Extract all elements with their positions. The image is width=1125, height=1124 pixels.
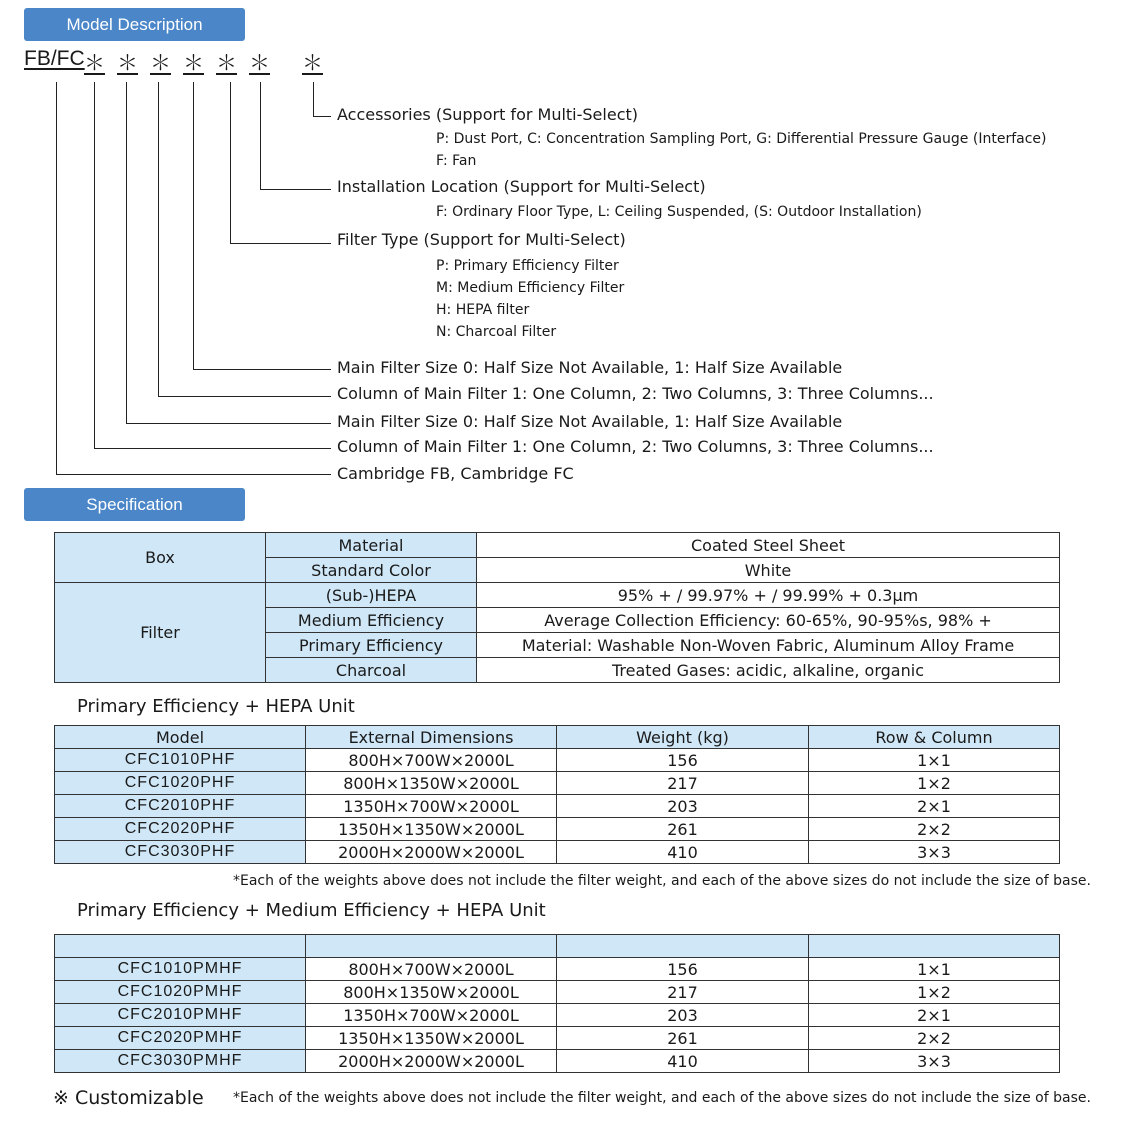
dimensions-cell: 800H×700W×2000L xyxy=(306,958,557,981)
weight-cell: 203 xyxy=(557,1004,809,1027)
desc-filter-type: Filter Type (Support for Multi-Select) xyxy=(337,230,626,249)
bracket-filter-type-h xyxy=(230,243,331,244)
specification-header: Specification xyxy=(24,488,245,521)
bracket-accessories xyxy=(313,82,314,116)
rowcol-cell: 1×2 xyxy=(809,772,1060,795)
specification-table xyxy=(54,532,1060,683)
desc-column-2: Column of Main Filter 1: One Column, 2: Two Columns, 3: Three Columns... xyxy=(337,384,934,403)
spec-item: Material xyxy=(266,533,477,558)
unit2-title: Primary Efficiency + Medium Efficiency + HEPA Unit xyxy=(77,900,546,921)
weight-cell: 203 xyxy=(557,795,809,818)
rowcol-cell: 2×2 xyxy=(809,1027,1060,1050)
unit2-header-rowcol xyxy=(809,935,1060,958)
bracket-column-2 xyxy=(158,82,159,396)
dimensions-cell: 2000H×2000W×2000L xyxy=(306,1050,557,1073)
spec-value: Coated Steel Sheet xyxy=(477,533,1060,558)
table-row xyxy=(55,1050,1060,1073)
weight-cell: 217 xyxy=(557,981,809,1004)
rowcol-cell: 2×1 xyxy=(809,1004,1060,1027)
bracket-accessories-h xyxy=(313,116,331,117)
spec-item: Charcoal xyxy=(266,658,477,683)
bracket-size-2-h xyxy=(193,369,331,370)
rowcol-cell: 3×3 xyxy=(809,1050,1060,1073)
bracket-filter-type xyxy=(230,82,231,243)
unit2-note: *Each of the weights above does not include the filter weight, and each of the above sizes do not include the size of base. xyxy=(233,1090,1091,1106)
rowcol-cell: 3×3 xyxy=(809,841,1060,864)
dimensions-cell: 1350H×700W×2000L xyxy=(306,795,557,818)
desc-accessories: Accessories (Support for Multi-Select) xyxy=(337,105,638,124)
weight-cell: 156 xyxy=(557,749,809,772)
model-cell: CFC3030PMHF xyxy=(55,1050,306,1073)
bracket-column-1-h xyxy=(94,448,331,449)
dimensions-cell: 1350H×1350W×2000L xyxy=(306,1027,557,1050)
dimensions-cell: 800H×1350W×2000L xyxy=(306,981,557,1004)
table-row xyxy=(55,772,1060,795)
spec-item: Medium Efficiency xyxy=(266,608,477,633)
unit2-header-model xyxy=(55,935,306,958)
model-cell: CFC1010PMHF xyxy=(55,958,306,981)
spec-item: Primary Efficiency xyxy=(266,633,477,658)
unit1-header-weight: Weight (kg) xyxy=(557,726,809,749)
desc-main-filter-size-1: Main Filter Size 0: Half Size Not Available, 1: Half Size Available xyxy=(337,412,843,431)
bracket-column-2-h xyxy=(158,396,331,397)
weight-cell: 410 xyxy=(557,1050,809,1073)
table-row xyxy=(55,981,1060,1004)
spec-value: White xyxy=(477,558,1060,583)
model-cell: CFC2020PMHF xyxy=(55,1027,306,1050)
model-cell: CFC2020PHF xyxy=(55,818,306,841)
model-description-header: Model Description xyxy=(24,8,245,41)
desc-type: Cambridge FB, Cambridge FC xyxy=(337,464,574,483)
rowcol-cell: 1×1 xyxy=(809,958,1060,981)
weight-cell: 410 xyxy=(557,841,809,864)
sub-installation-1: F: Ordinary Floor Type, L: Ceiling Suspended, (S: Outdoor Installation) xyxy=(436,204,922,220)
desc-installation: Installation Location (Support for Multi-Select) xyxy=(337,177,706,196)
unit2-header-dimensions xyxy=(306,935,557,958)
dimensions-cell: 800H×700W×2000L xyxy=(306,749,557,772)
unit1-header-model: Model xyxy=(55,726,306,749)
weight-cell: 217 xyxy=(557,772,809,795)
bracket-column-1 xyxy=(94,82,95,448)
dimensions-cell: 2000H×2000W×2000L xyxy=(306,841,557,864)
code-star-3: ＊ xyxy=(150,51,171,75)
bracket-installation xyxy=(260,82,261,189)
dimensions-cell: 1350H×700W×2000L xyxy=(306,1004,557,1027)
rowcol-cell: 2×2 xyxy=(809,818,1060,841)
code-star-5: ＊ xyxy=(216,51,237,75)
unit2-header-weight xyxy=(557,935,809,958)
model-code-prefix: FB/FC xyxy=(24,47,85,70)
code-star-1: ＊ xyxy=(84,51,105,75)
unit1-table xyxy=(54,725,1060,864)
table-row xyxy=(55,841,1060,864)
spec-value: 95% + / 99.97% + / 99.99% + 0.3μm xyxy=(477,583,1060,608)
spec-item: Standard Color xyxy=(266,558,477,583)
model-cell: CFC2010PHF xyxy=(55,795,306,818)
desc-main-filter-size-2: Main Filter Size 0: Half Size Not Available, 1: Half Size Available xyxy=(337,358,843,377)
unit1-title: Primary Efficiency + HEPA Unit xyxy=(77,696,355,717)
bracket-size-1-h xyxy=(126,423,331,424)
spec-item: (Sub-)HEPA xyxy=(266,583,477,608)
model-cell: CFC1020PMHF xyxy=(55,981,306,1004)
desc-column-1: Column of Main Filter 1: One Column, 2: Two Columns, 3: Three Columns... xyxy=(337,437,934,456)
code-star-6: ＊ xyxy=(249,51,270,75)
sub-filter-2: M: Medium Efficiency Filter xyxy=(436,280,625,296)
bracket-installation-h xyxy=(260,189,331,190)
unit1-note: *Each of the weights above does not include the filter weight, and each of the above sizes do not include the size of base. xyxy=(233,873,1091,889)
weight-cell: 261 xyxy=(557,818,809,841)
rowcol-cell: 2×1 xyxy=(809,795,1060,818)
spec-group-box: Box xyxy=(55,533,266,583)
bracket-size-1 xyxy=(126,82,127,423)
model-cell: CFC3030PHF xyxy=(55,841,306,864)
rowcol-cell: 1×2 xyxy=(809,981,1060,1004)
spec-value: Material: Washable Non-Woven Fabric, Aluminum Alloy Frame xyxy=(477,633,1060,658)
sub-filter-4: N: Charcoal Filter xyxy=(436,324,557,340)
spec-group-filter: Filter xyxy=(55,583,266,683)
code-star-7: ＊ xyxy=(302,51,323,75)
unit1-header-dimensions: External Dimensions xyxy=(306,726,557,749)
table-row xyxy=(55,1027,1060,1050)
model-cell: CFC1020PHF xyxy=(55,772,306,795)
spec-value: Average Collection Efficiency: 60-65%, 90-95%s, 98% + xyxy=(477,608,1060,633)
model-cell: CFC1010PHF xyxy=(55,749,306,772)
unit2-table xyxy=(54,934,1060,1073)
model-cell: CFC2010PMHF xyxy=(55,1004,306,1027)
code-star-2: ＊ xyxy=(117,51,138,75)
dimensions-cell: 1350H×1350W×2000L xyxy=(306,818,557,841)
rowcol-cell: 1×1 xyxy=(809,749,1060,772)
table-row xyxy=(55,958,1060,981)
spec-value: Treated Gases: acidic, alkaline, organic xyxy=(477,658,1060,683)
weight-cell: 261 xyxy=(557,1027,809,1050)
customizable-label: ※ Customizable xyxy=(53,1087,204,1109)
sub-filter-3: H: HEPA filter xyxy=(436,302,530,318)
sub-accessories-1: P: Dust Port, C: Concentration Sampling Port, G: Differential Pressure Gauge (Interface) xyxy=(436,131,1047,147)
dimensions-cell: 800H×1350W×2000L xyxy=(306,772,557,795)
bracket-type xyxy=(56,82,57,474)
sub-filter-1: P: Primary Efficiency Filter xyxy=(436,258,619,274)
code-star-4: ＊ xyxy=(183,51,204,75)
table-row xyxy=(55,795,1060,818)
unit1-header-rowcol: Row & Column xyxy=(809,726,1060,749)
table-row xyxy=(55,818,1060,841)
sub-accessories-2: F: Fan xyxy=(436,153,477,169)
table-row xyxy=(55,749,1060,772)
bracket-type-h xyxy=(56,474,331,475)
table-row xyxy=(55,1004,1060,1027)
bracket-size-2 xyxy=(193,82,194,369)
weight-cell: 156 xyxy=(557,958,809,981)
